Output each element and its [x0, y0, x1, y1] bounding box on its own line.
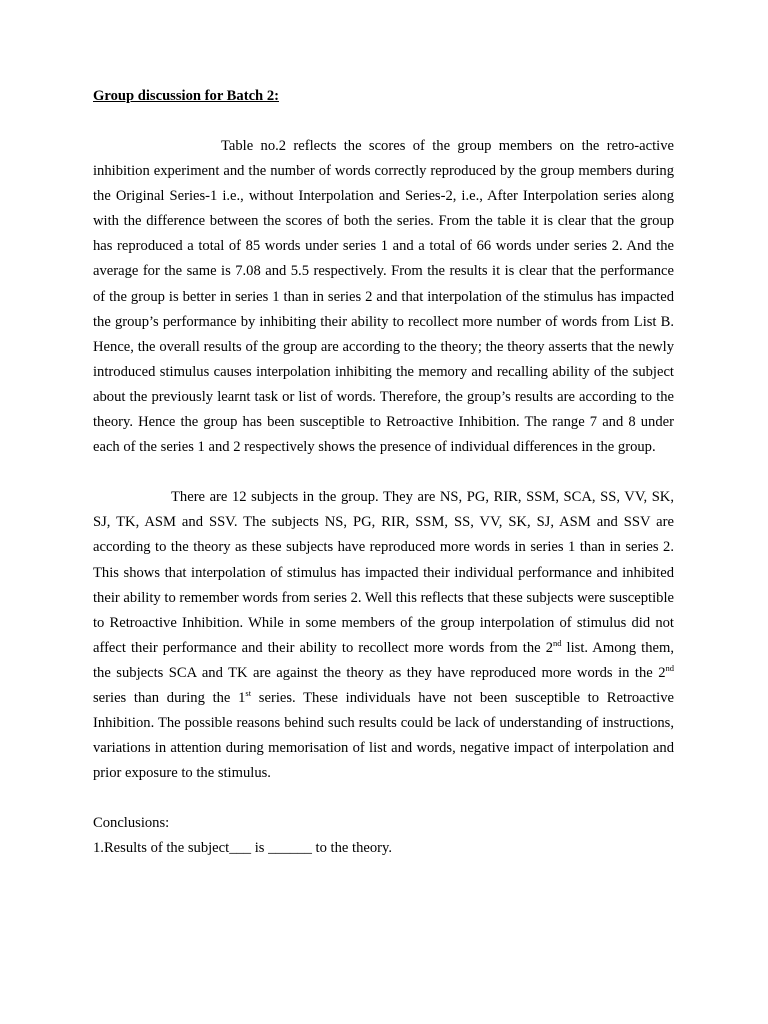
ordinal-superscript: nd: [553, 637, 562, 648]
conclusion-line-1: 1.Results of the subject___ is ______ to the theory.: [93, 840, 393, 857]
paragraph-text: There are 12 subjects in the group. They are NS, PG, RIR, SSM, SCA, SS, VV, SK, SJ, TK, ASM and SSV. The subjects NS, PG, RIR, SSM, SS, VV, SK, SJ, ASM and SSV are according to the theory as these subjects have reproduced more words in series 1 than in series 2. This shows that interpolation of stimulus has impacted their individual performance and inhibited their ability to remember words from series 2. Well this reflects that these subjects were susceptible to Retroactive Inhibition. While in some members of the group interpolation of stimulus did not affect their performance and their ability to recollect more words from the 2: [93, 489, 674, 656]
paragraph-text: series. These individuals have not been susceptible to Retroactive Inhibition. The possible reasons behind such results could be lack of understanding of instructions, variations in attention during memorisation of list and words, negative impact of interpolation and prior exposure to the stimulus.: [93, 689, 674, 782]
paragraph-text: series than during the 1: [93, 689, 246, 706]
document-page: [93, 84, 674, 861]
conclusions-title: Conclusions:: [93, 815, 170, 832]
paragraph-group-results: Table no.2 reflects the scores of the group members on the retro-active inhibition experiment and the number of words correctly reproduced by the group members during the Original Series-1 i.e., without Interpolation and Series-2, i.e., After Interpolation series along with the difference between the scores of both the series. From the table it is clear that the group has reproduced a total of 85 words under series 1 and a total of 66 words under series 2. And the average for the same is 7.08 and 5.5 respectively. From the results it is clear that the performance of the group is better in series 1 than in series 2 and that interpolation of the stimulus has impacted the group’s performance by inhibiting their ability to recollect more number of words from List B. Hence, the overall results of the group are according to the theory; the theory asserts that the newly introduced stimulus causes interpolation inhibiting the memory and recalling ability of the subject about the previously learnt task or list of words. Therefore, the group’s results are according to the theory. Hence the group has been susceptible to Retroactive Inhibition. The range 7 and 8 under each of the series 1 and 2 respectively shows the presence of individual differences in the group.: [93, 138, 674, 456]
paragraph-text: list. Among them, the subjects SCA and TK are against the theory as they have reproduced more words in the 2: [93, 639, 674, 681]
section-heading: Group discussion for Batch 2:: [93, 88, 279, 104]
ordinal-superscript: st: [245, 688, 252, 699]
paragraph-subject-results: [93, 485, 674, 786]
ordinal-superscript: nd: [665, 663, 674, 674]
